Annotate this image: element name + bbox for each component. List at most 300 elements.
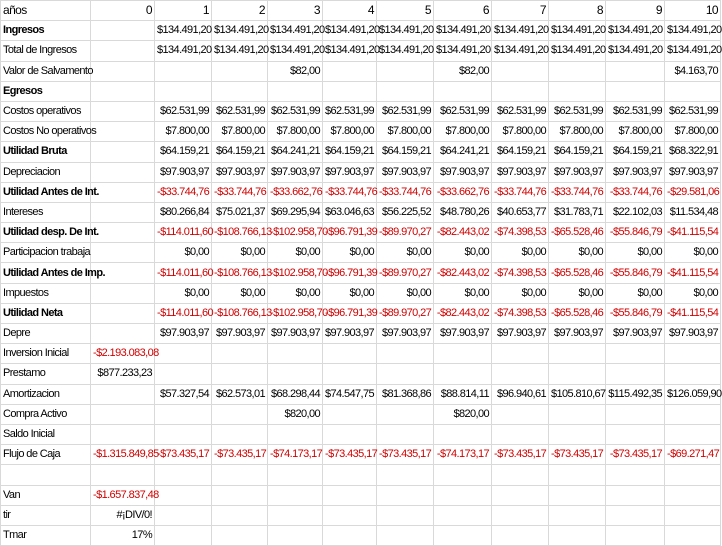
value-cell[interactable]: $4.163,70 — [665, 61, 721, 81]
value-cell[interactable] — [606, 404, 665, 424]
row-label-cell[interactable]: Saldo Inicial — [1, 424, 91, 444]
value-cell[interactable]: #¡DIV/0! — [91, 505, 155, 525]
value-cell[interactable]: -$82.443,02 — [434, 303, 492, 323]
row-label-cell[interactable]: Flujo de Caja — [1, 445, 91, 465]
value-cell[interactable]: $62.531,99 — [212, 101, 268, 121]
value-cell[interactable]: 17% — [91, 525, 155, 545]
value-cell[interactable] — [212, 424, 268, 444]
value-cell[interactable]: $97.903,97 — [434, 324, 492, 344]
value-cell[interactable] — [377, 404, 434, 424]
value-cell[interactable] — [665, 485, 721, 505]
value-cell[interactable] — [91, 283, 155, 303]
value-cell[interactable] — [91, 303, 155, 323]
value-cell[interactable] — [155, 485, 212, 505]
value-cell[interactable] — [323, 364, 377, 384]
value-cell[interactable]: $7.800,00 — [212, 122, 268, 142]
value-cell[interactable]: -$73.435,17 — [492, 445, 549, 465]
value-cell[interactable] — [212, 465, 268, 485]
row-label-cell[interactable]: Utilidad desp. De Int. — [1, 223, 91, 243]
value-cell[interactable]: $57.327,54 — [155, 384, 212, 404]
value-cell[interactable] — [549, 525, 606, 545]
value-cell[interactable] — [91, 61, 155, 81]
value-cell[interactable] — [492, 404, 549, 424]
value-cell[interactable] — [665, 465, 721, 485]
value-cell[interactable]: $134.491,20 — [155, 41, 212, 61]
value-cell[interactable] — [665, 505, 721, 525]
value-cell[interactable] — [377, 61, 434, 81]
value-cell[interactable] — [606, 364, 665, 384]
value-cell[interactable]: $64.159,21 — [155, 142, 212, 162]
value-cell[interactable]: -$33.662,76 — [268, 182, 323, 202]
year-header-cell[interactable]: 9 — [606, 1, 665, 21]
header-label-cell[interactable]: años — [1, 1, 91, 21]
value-cell[interactable] — [665, 344, 721, 364]
value-cell[interactable] — [212, 485, 268, 505]
value-cell[interactable]: $115.492,35 — [606, 384, 665, 404]
value-cell[interactable]: -$89.970,27 — [377, 223, 434, 243]
row-label-cell[interactable]: Costos operativos — [1, 101, 91, 121]
value-cell[interactable]: $62.531,99 — [492, 101, 549, 121]
value-cell[interactable]: $64.159,21 — [549, 142, 606, 162]
row-label-cell[interactable]: Depreciacion — [1, 162, 91, 182]
value-cell[interactable] — [91, 81, 155, 101]
value-cell[interactable] — [549, 505, 606, 525]
value-cell[interactable]: -$2.193.083,08 — [91, 344, 155, 364]
value-cell[interactable] — [377, 81, 434, 101]
value-cell[interactable]: $64.241,21 — [268, 142, 323, 162]
row-label-cell[interactable]: Intereses — [1, 202, 91, 222]
value-cell[interactable]: $105.810,67 — [549, 384, 606, 404]
value-cell[interactable] — [606, 81, 665, 101]
value-cell[interactable]: $80.266,84 — [155, 202, 212, 222]
value-cell[interactable]: $0,00 — [155, 283, 212, 303]
value-cell[interactable]: $62.531,99 — [606, 101, 665, 121]
year-header-cell[interactable]: 5 — [377, 1, 434, 21]
value-cell[interactable] — [212, 525, 268, 545]
value-cell[interactable] — [377, 485, 434, 505]
value-cell[interactable]: $7.800,00 — [665, 122, 721, 142]
value-cell[interactable]: $64.159,21 — [212, 142, 268, 162]
value-cell[interactable]: $97.903,97 — [665, 324, 721, 344]
value-cell[interactable]: $134.491,20 — [434, 21, 492, 41]
value-cell[interactable]: -$65.528,46 — [549, 303, 606, 323]
row-label-cell[interactable]: Costos No operativos — [1, 122, 91, 142]
value-cell[interactable]: $0,00 — [492, 243, 549, 263]
value-cell[interactable]: $97.903,97 — [665, 162, 721, 182]
value-cell[interactable]: $97.903,97 — [549, 162, 606, 182]
row-label-cell[interactable] — [1, 465, 91, 485]
value-cell[interactable]: $40.653,77 — [492, 202, 549, 222]
value-cell[interactable]: -$33.744,76 — [492, 182, 549, 202]
value-cell[interactable] — [549, 364, 606, 384]
value-cell[interactable] — [323, 505, 377, 525]
value-cell[interactable]: -$33.744,76 — [377, 182, 434, 202]
value-cell[interactable] — [91, 21, 155, 41]
value-cell[interactable]: -$41.115,54 — [665, 263, 721, 283]
value-cell[interactable]: $31.783,71 — [549, 202, 606, 222]
value-cell[interactable] — [665, 364, 721, 384]
value-cell[interactable]: $7.800,00 — [549, 122, 606, 142]
value-cell[interactable]: $0,00 — [323, 243, 377, 263]
value-cell[interactable] — [323, 525, 377, 545]
value-cell[interactable] — [212, 364, 268, 384]
value-cell[interactable]: -$73.435,17 — [155, 445, 212, 465]
value-cell[interactable]: $97.903,97 — [323, 324, 377, 344]
value-cell[interactable]: -$89.970,27 — [377, 303, 434, 323]
row-label-cell[interactable]: Tmar — [1, 525, 91, 545]
value-cell[interactable]: $134.491,20 — [549, 41, 606, 61]
value-cell[interactable]: $22.102,03 — [606, 202, 665, 222]
value-cell[interactable]: $7.800,00 — [323, 122, 377, 142]
value-cell[interactable]: $134.491,20 — [665, 21, 721, 41]
value-cell[interactable]: -$73.435,17 — [549, 445, 606, 465]
year-header-cell[interactable]: 2 — [212, 1, 268, 21]
value-cell[interactable] — [323, 424, 377, 444]
value-cell[interactable]: $11.534,48 — [665, 202, 721, 222]
value-cell[interactable]: $0,00 — [549, 243, 606, 263]
value-cell[interactable]: $7.800,00 — [606, 122, 665, 142]
value-cell[interactable]: $0,00 — [377, 283, 434, 303]
value-cell[interactable]: $97.903,97 — [434, 162, 492, 182]
value-cell[interactable]: -$55.846,79 — [606, 303, 665, 323]
value-cell[interactable]: -$96.791,39 — [323, 303, 377, 323]
value-cell[interactable]: $7.800,00 — [268, 122, 323, 142]
value-cell[interactable]: $48.780,26 — [434, 202, 492, 222]
value-cell[interactable] — [377, 344, 434, 364]
value-cell[interactable]: $0,00 — [434, 243, 492, 263]
value-cell[interactable]: $7.800,00 — [377, 122, 434, 142]
value-cell[interactable] — [434, 364, 492, 384]
value-cell[interactable]: -$74.398,53 — [492, 263, 549, 283]
value-cell[interactable]: $134.491,20 — [212, 41, 268, 61]
row-label-cell[interactable]: Utilidad Antes de Imp. — [1, 263, 91, 283]
value-cell[interactable] — [212, 61, 268, 81]
row-label-cell[interactable]: Valor de Salvamento — [1, 61, 91, 81]
value-cell[interactable] — [549, 344, 606, 364]
row-label-cell[interactable]: Egresos — [1, 81, 91, 101]
row-label-cell[interactable]: Ingresos — [1, 21, 91, 41]
value-cell[interactable]: -$41.115,54 — [665, 303, 721, 323]
value-cell[interactable]: $64.159,21 — [492, 142, 549, 162]
value-cell[interactable]: $97.903,97 — [492, 324, 549, 344]
value-cell[interactable]: $134.491,20 — [492, 41, 549, 61]
value-cell[interactable]: $97.903,97 — [377, 324, 434, 344]
value-cell[interactable]: $88.814,11 — [434, 384, 492, 404]
value-cell[interactable] — [155, 465, 212, 485]
value-cell[interactable]: $134.491,20 — [549, 21, 606, 41]
row-label-cell[interactable]: Van — [1, 485, 91, 505]
value-cell[interactable]: -$55.846,79 — [606, 263, 665, 283]
year-header-cell[interactable]: 10 — [665, 1, 721, 21]
row-label-cell[interactable]: Utilidad Neta — [1, 303, 91, 323]
value-cell[interactable] — [212, 505, 268, 525]
value-cell[interactable] — [268, 424, 323, 444]
value-cell[interactable] — [377, 525, 434, 545]
row-label-cell[interactable]: Prestamo — [1, 364, 91, 384]
year-header-cell[interactable]: 3 — [268, 1, 323, 21]
value-cell[interactable]: $820,00 — [434, 404, 492, 424]
value-cell[interactable] — [665, 525, 721, 545]
year-header-cell[interactable]: 8 — [549, 1, 606, 21]
value-cell[interactable]: $97.903,97 — [323, 162, 377, 182]
value-cell[interactable] — [434, 344, 492, 364]
value-cell[interactable]: $64.241,21 — [434, 142, 492, 162]
value-cell[interactable] — [91, 384, 155, 404]
value-cell[interactable]: $96.940,61 — [492, 384, 549, 404]
value-cell[interactable] — [268, 465, 323, 485]
value-cell[interactable]: $0,00 — [606, 283, 665, 303]
value-cell[interactable]: -$74.173,17 — [434, 445, 492, 465]
row-label-cell[interactable]: Utilidad Antes de Int. — [1, 182, 91, 202]
value-cell[interactable] — [434, 525, 492, 545]
value-cell[interactable]: $62.531,99 — [434, 101, 492, 121]
value-cell[interactable] — [323, 61, 377, 81]
value-cell[interactable] — [665, 424, 721, 444]
value-cell[interactable] — [492, 505, 549, 525]
value-cell[interactable] — [155, 61, 212, 81]
value-cell[interactable]: $0,00 — [434, 283, 492, 303]
value-cell[interactable] — [549, 404, 606, 424]
value-cell[interactable] — [323, 81, 377, 101]
value-cell[interactable]: -$114.011,60 — [155, 263, 212, 283]
value-cell[interactable]: $134.491,20 — [434, 41, 492, 61]
row-label-cell[interactable]: Compra Activo — [1, 404, 91, 424]
value-cell[interactable] — [665, 81, 721, 101]
value-cell[interactable] — [91, 202, 155, 222]
value-cell[interactable] — [91, 404, 155, 424]
value-cell[interactable] — [268, 485, 323, 505]
value-cell[interactable]: -$1.657.837,48 — [91, 485, 155, 505]
value-cell[interactable]: -$73.435,17 — [377, 445, 434, 465]
value-cell[interactable]: -$74.398,53 — [492, 303, 549, 323]
value-cell[interactable]: $62.531,99 — [665, 101, 721, 121]
value-cell[interactable]: $0,00 — [377, 243, 434, 263]
value-cell[interactable]: $0,00 — [155, 243, 212, 263]
value-cell[interactable]: $134.491,20 — [268, 21, 323, 41]
value-cell[interactable]: -$114.011,60 — [155, 303, 212, 323]
value-cell[interactable]: $81.368,86 — [377, 384, 434, 404]
value-cell[interactable] — [268, 364, 323, 384]
value-cell[interactable]: -$96.791,39 — [323, 223, 377, 243]
value-cell[interactable]: -$65.528,46 — [549, 263, 606, 283]
value-cell[interactable]: $134.491,20 — [155, 21, 212, 41]
value-cell[interactable]: $69.295,94 — [268, 202, 323, 222]
value-cell[interactable]: -$41.115,54 — [665, 223, 721, 243]
value-cell[interactable] — [91, 324, 155, 344]
value-cell[interactable]: -$74.173,17 — [268, 445, 323, 465]
value-cell[interactable] — [91, 465, 155, 485]
value-cell[interactable] — [323, 404, 377, 424]
value-cell[interactable]: $56.225,52 — [377, 202, 434, 222]
value-cell[interactable]: -$82.443,02 — [434, 223, 492, 243]
value-cell[interactable]: $97.903,97 — [492, 162, 549, 182]
value-cell[interactable] — [606, 505, 665, 525]
value-cell[interactable]: -$108.766,13 — [212, 303, 268, 323]
value-cell[interactable] — [492, 61, 549, 81]
value-cell[interactable]: $0,00 — [665, 243, 721, 263]
value-cell[interactable] — [492, 525, 549, 545]
value-cell[interactable]: $0,00 — [665, 283, 721, 303]
value-cell[interactable] — [155, 344, 212, 364]
value-cell[interactable]: $134.491,20 — [606, 21, 665, 41]
value-cell[interactable] — [492, 424, 549, 444]
value-cell[interactable]: $82,00 — [268, 61, 323, 81]
row-label-cell[interactable]: Inversion Inicial — [1, 344, 91, 364]
value-cell[interactable] — [606, 525, 665, 545]
value-cell[interactable]: $64.159,21 — [606, 142, 665, 162]
value-cell[interactable] — [323, 485, 377, 505]
value-cell[interactable] — [606, 61, 665, 81]
value-cell[interactable] — [492, 364, 549, 384]
row-label-cell[interactable]: Utilidad Bruta — [1, 142, 91, 162]
value-cell[interactable]: -$102.958,70 — [268, 303, 323, 323]
row-label-cell[interactable]: Amortizacion — [1, 384, 91, 404]
value-cell[interactable]: -$29.581,06 — [665, 182, 721, 202]
value-cell[interactable]: $62.531,99 — [155, 101, 212, 121]
value-cell[interactable] — [549, 61, 606, 81]
value-cell[interactable]: $0,00 — [492, 283, 549, 303]
value-cell[interactable]: $820,00 — [268, 404, 323, 424]
value-cell[interactable] — [323, 344, 377, 364]
value-cell[interactable]: $0,00 — [549, 283, 606, 303]
value-cell[interactable] — [377, 505, 434, 525]
value-cell[interactable]: $82,00 — [434, 61, 492, 81]
value-cell[interactable]: $97.903,97 — [377, 162, 434, 182]
value-cell[interactable] — [268, 525, 323, 545]
value-cell[interactable] — [549, 81, 606, 101]
value-cell[interactable]: -$114.011,60 — [155, 223, 212, 243]
value-cell[interactable] — [665, 404, 721, 424]
value-cell[interactable]: $134.491,20 — [323, 41, 377, 61]
year-header-cell[interactable]: 4 — [323, 1, 377, 21]
value-cell[interactable] — [492, 465, 549, 485]
value-cell[interactable]: $7.800,00 — [434, 122, 492, 142]
value-cell[interactable]: -$55.846,79 — [606, 223, 665, 243]
value-cell[interactable] — [155, 424, 212, 444]
value-cell[interactable] — [377, 465, 434, 485]
value-cell[interactable]: $64.159,21 — [323, 142, 377, 162]
value-cell[interactable]: $0,00 — [268, 283, 323, 303]
value-cell[interactable] — [155, 364, 212, 384]
value-cell[interactable]: -$33.744,76 — [212, 182, 268, 202]
value-cell[interactable]: -$82.443,02 — [434, 263, 492, 283]
value-cell[interactable]: $0,00 — [212, 243, 268, 263]
value-cell[interactable] — [91, 182, 155, 202]
value-cell[interactable] — [434, 485, 492, 505]
year-header-cell[interactable]: 0 — [91, 1, 155, 21]
value-cell[interactable]: -$74.398,53 — [492, 223, 549, 243]
value-cell[interactable]: -$102.958,70 — [268, 223, 323, 243]
value-cell[interactable]: $68.298,44 — [268, 384, 323, 404]
value-cell[interactable] — [377, 424, 434, 444]
value-cell[interactable]: $134.491,20 — [377, 41, 434, 61]
value-cell[interactable]: $62.531,99 — [377, 101, 434, 121]
value-cell[interactable]: $97.903,97 — [549, 324, 606, 344]
value-cell[interactable] — [434, 465, 492, 485]
value-cell[interactable]: $0,00 — [212, 283, 268, 303]
value-cell[interactable] — [323, 465, 377, 485]
value-cell[interactable] — [212, 344, 268, 364]
value-cell[interactable]: $64.159,21 — [377, 142, 434, 162]
value-cell[interactable]: $97.903,97 — [212, 162, 268, 182]
row-label-cell[interactable]: Participacion trabaja — [1, 243, 91, 263]
value-cell[interactable]: $97.903,97 — [155, 324, 212, 344]
value-cell[interactable]: $134.491,20 — [665, 41, 721, 61]
value-cell[interactable]: -$89.970,27 — [377, 263, 434, 283]
year-header-cell[interactable]: 1 — [155, 1, 212, 21]
value-cell[interactable] — [549, 424, 606, 444]
value-cell[interactable]: $134.491,20 — [323, 21, 377, 41]
value-cell[interactable] — [91, 162, 155, 182]
value-cell[interactable] — [91, 243, 155, 263]
value-cell[interactable]: -$108.766,13 — [212, 263, 268, 283]
value-cell[interactable]: $0,00 — [606, 243, 665, 263]
value-cell[interactable]: $0,00 — [268, 243, 323, 263]
value-cell[interactable]: $74.547,75 — [323, 384, 377, 404]
value-cell[interactable]: -$33.662,76 — [434, 182, 492, 202]
value-cell[interactable] — [549, 465, 606, 485]
value-cell[interactable]: -$73.435,17 — [212, 445, 268, 465]
value-cell[interactable] — [155, 505, 212, 525]
value-cell[interactable]: -$73.435,17 — [323, 445, 377, 465]
value-cell[interactable]: -$69.271,47 — [665, 445, 721, 465]
value-cell[interactable]: -$33.744,76 — [549, 182, 606, 202]
value-cell[interactable]: $7.800,00 — [492, 122, 549, 142]
row-label-cell[interactable]: Depre — [1, 324, 91, 344]
value-cell[interactable] — [434, 81, 492, 101]
value-cell[interactable]: $134.491,20 — [212, 21, 268, 41]
value-cell[interactable]: $0,00 — [323, 283, 377, 303]
value-cell[interactable] — [492, 344, 549, 364]
value-cell[interactable] — [91, 122, 155, 142]
value-cell[interactable] — [549, 485, 606, 505]
value-cell[interactable] — [606, 465, 665, 485]
value-cell[interactable]: -$108.766,13 — [212, 223, 268, 243]
value-cell[interactable]: $134.491,20 — [268, 41, 323, 61]
value-cell[interactable]: -$33.744,76 — [606, 182, 665, 202]
value-cell[interactable] — [91, 424, 155, 444]
value-cell[interactable]: $62.531,99 — [323, 101, 377, 121]
value-cell[interactable] — [606, 344, 665, 364]
value-cell[interactable]: $97.903,97 — [606, 162, 665, 182]
value-cell[interactable]: -$1.315.849,85 — [91, 445, 155, 465]
value-cell[interactable] — [155, 404, 212, 424]
value-cell[interactable] — [91, 223, 155, 243]
value-cell[interactable]: $62.531,99 — [268, 101, 323, 121]
value-cell[interactable]: $97.903,97 — [268, 324, 323, 344]
value-cell[interactable] — [155, 81, 212, 101]
value-cell[interactable] — [606, 485, 665, 505]
value-cell[interactable]: $126.059,90 — [665, 384, 721, 404]
value-cell[interactable] — [155, 525, 212, 545]
value-cell[interactable]: -$33.744,76 — [323, 182, 377, 202]
value-cell[interactable]: $97.903,97 — [212, 324, 268, 344]
value-cell[interactable]: -$73.435,17 — [606, 445, 665, 465]
value-cell[interactable] — [212, 404, 268, 424]
value-cell[interactable]: $97.903,97 — [268, 162, 323, 182]
value-cell[interactable]: $134.491,20 — [606, 41, 665, 61]
value-cell[interactable]: $134.491,20 — [377, 21, 434, 41]
value-cell[interactable] — [91, 101, 155, 121]
value-cell[interactable]: $68.322,91 — [665, 142, 721, 162]
value-cell[interactable] — [377, 364, 434, 384]
value-cell[interactable]: $97.903,97 — [155, 162, 212, 182]
value-cell[interactable] — [91, 41, 155, 61]
row-label-cell[interactable]: tir — [1, 505, 91, 525]
value-cell[interactable]: -$33.744,76 — [155, 182, 212, 202]
value-cell[interactable]: $97.903,97 — [606, 324, 665, 344]
value-cell[interactable] — [91, 142, 155, 162]
